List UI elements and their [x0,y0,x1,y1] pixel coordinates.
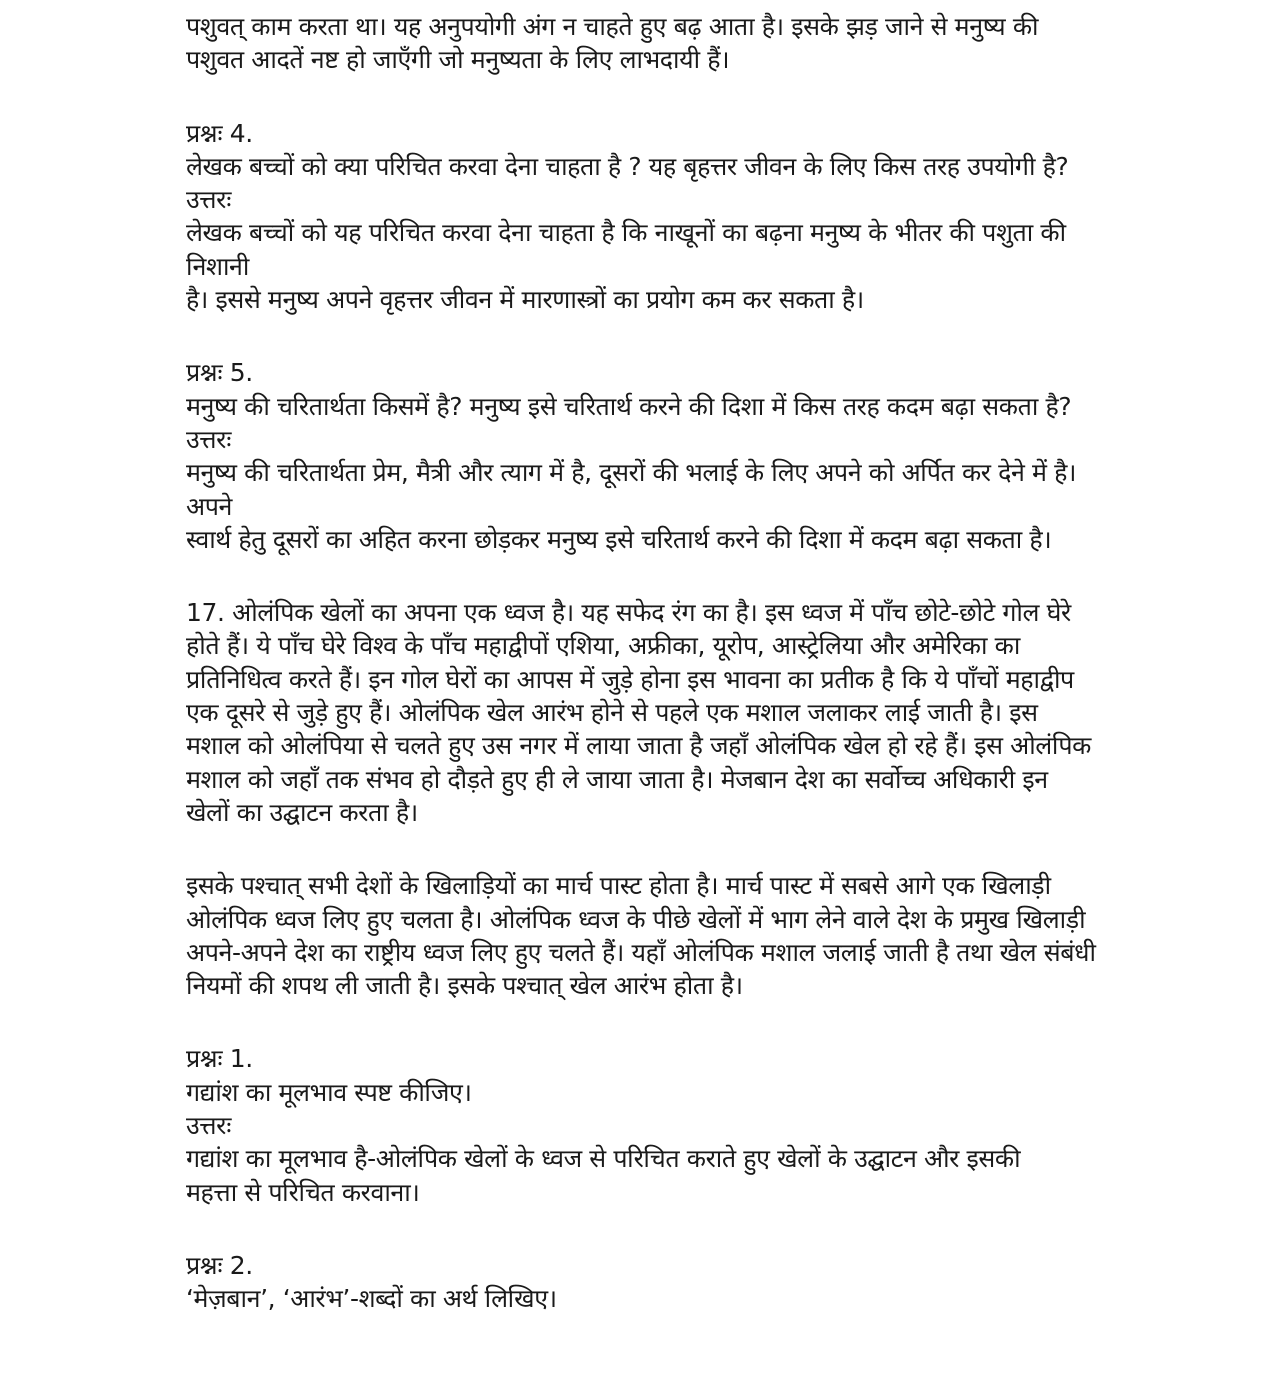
answer-text: है। इससे मनुष्य अपने वृहत्तर जीवन में मारणास्त्रों का प्रयोग कम कर सकता है। [186,285,864,315]
answer-label: उत्तरः [186,424,232,454]
answer-text: स्वार्थ हेतु दूसरों का अहित करना छोड़कर मनुष्य इसे चरितार्थ करने की दिशा में कदम बढ़ा सकता है। [186,524,1052,554]
question-number: प्रश्नः 2. [186,1250,253,1280]
passage-line: खेलों का उद्घाटन करता है। [186,797,418,827]
passage-line: प्रतिनिधित्व करते हैं। इन गोल घेरों का आपस में जुड़े होना इस भावना का प्रतीक है कि ये पाँचों महाद्वीप [186,664,1074,694]
answer-text: गद्यांश का मूलभाव है-ओलंपिक खेलों के ध्वज से परिचित कराते हुए खेलों के उद्घाटन और इसकी [186,1144,1021,1174]
text-line: पशुवत आदतें नष्ट हो जाएँगी जो मनुष्यता के लिए लाभदायी हैं। [186,45,730,75]
answer-label: उत्तरः [186,1111,232,1141]
passage-line: एक दूसरे से जुड़े हुए हैं। ओलंपिक खेल आरंभ होने से पहले एक मशाल जलाकर लाई जाती है। इस [186,698,1038,728]
passage-17-paragraph-1 [186,596,1166,829]
answer-text: महत्ता से परिचित करवाना। [186,1177,420,1207]
text-line: पशुवत् काम करता था। यह अनुपयोगी अंग न चाहते हुए बढ़ आता है। इसके झड़ जाने से मनुष्य की [186,12,1039,41]
question-2 [186,1249,1166,1316]
question-text: ‘मेज़बान’, ‘आरंभ’-शब्दों का अर्थ लिखिए। [186,1284,557,1314]
question-text: गद्यांश का मूलभाव स्पष्ट कीजिए। [186,1077,472,1107]
question-4 [186,117,1166,317]
passage-line: होते हैं। ये पाँच घेरे विश्व के पाँच महाद्वीपों एशिया, अफ्रीका, यूरोप, आस्ट्रेलिया और अमेरिका का [186,631,1020,661]
question-1 [186,1042,1166,1208]
question-number: प्रश्नः 4. [186,118,253,148]
answer-text: निशानी [186,251,249,281]
passage-line: ओलंपिक ध्वज लिए हुए चलता है। ओलंपिक ध्वज के पीछे खेलों में भाग लेने वाले देश के प्रमुख खिलाड़ी [186,904,1086,934]
passage-17-paragraph-2 [186,869,1166,1002]
question-text: मनुष्य की चरितार्थता किसमें है? मनुष्य इसे चरितार्थ करने की दिशा में किस तरह कदम बढ़ा सकता है? [186,391,1072,421]
passage-line: मशाल को जहाँ तक संभव हो दौड़ते हुए ही ले जाया जाता है। मेजबान देश का सर्वोच्च अधिकारी इन [186,764,1048,794]
question-number: प्रश्नः 5. [186,358,253,388]
document-page [186,10,1166,1316]
answer-text: लेखक बच्चों को यह परिचित करवा देना चाहता है कि नाखूनों का बढ़ना मनुष्य के भीतर की पशुता की [186,218,1066,248]
continuation-paragraph [186,10,1166,77]
passage-line: इसके पश्चात् सभी देशों के खिलाड़ियों का मार्च पास्ट होता है। मार्च पास्ट में सबसे आगे एक खिलाड़ी [186,871,1051,901]
passage-line: नियमों की शपथ ली जाती है। इसके पश्चात् खेल आरंभ होता है। [186,971,743,1001]
question-5 [186,356,1166,556]
passage-line: 17. ओलंपिक खेलों का अपना एक ध्वज है। यह सफेद रंग का है। इस ध्वज में पाँच छोटे-छोटे गोल घेरे [186,598,1071,628]
answer-text: मनुष्य की चरितार्थता प्रेम, मैत्री और त्याग में है, दूसरों की भलाई के लिए अपने को अर्पित कर देने में है। [186,458,1077,488]
passage-line: अपने-अपने देश का राष्ट्रीय ध्वज लिए हुए चलते हैं। यहाँ ओलंपिक मशाल जलाई जाती है तथा खेल संबंधी [186,937,1096,967]
passage-line: मशाल को ओलंपिया से चलते हुए उस नगर में लाया जाता है जहाँ ओलंपिक खेल हो रहे हैं। इस ओलंपिक [186,731,1091,761]
answer-label: उत्तरः [186,185,232,215]
question-text: लेखक बच्चों को क्या परिचित करवा देना चाहता है ? यह बृहत्तर जीवन के लिए किस तरह उपयोगी है? [186,151,1069,181]
answer-text: अपने [186,491,232,521]
question-number: प्रश्नः 1. [186,1044,253,1074]
